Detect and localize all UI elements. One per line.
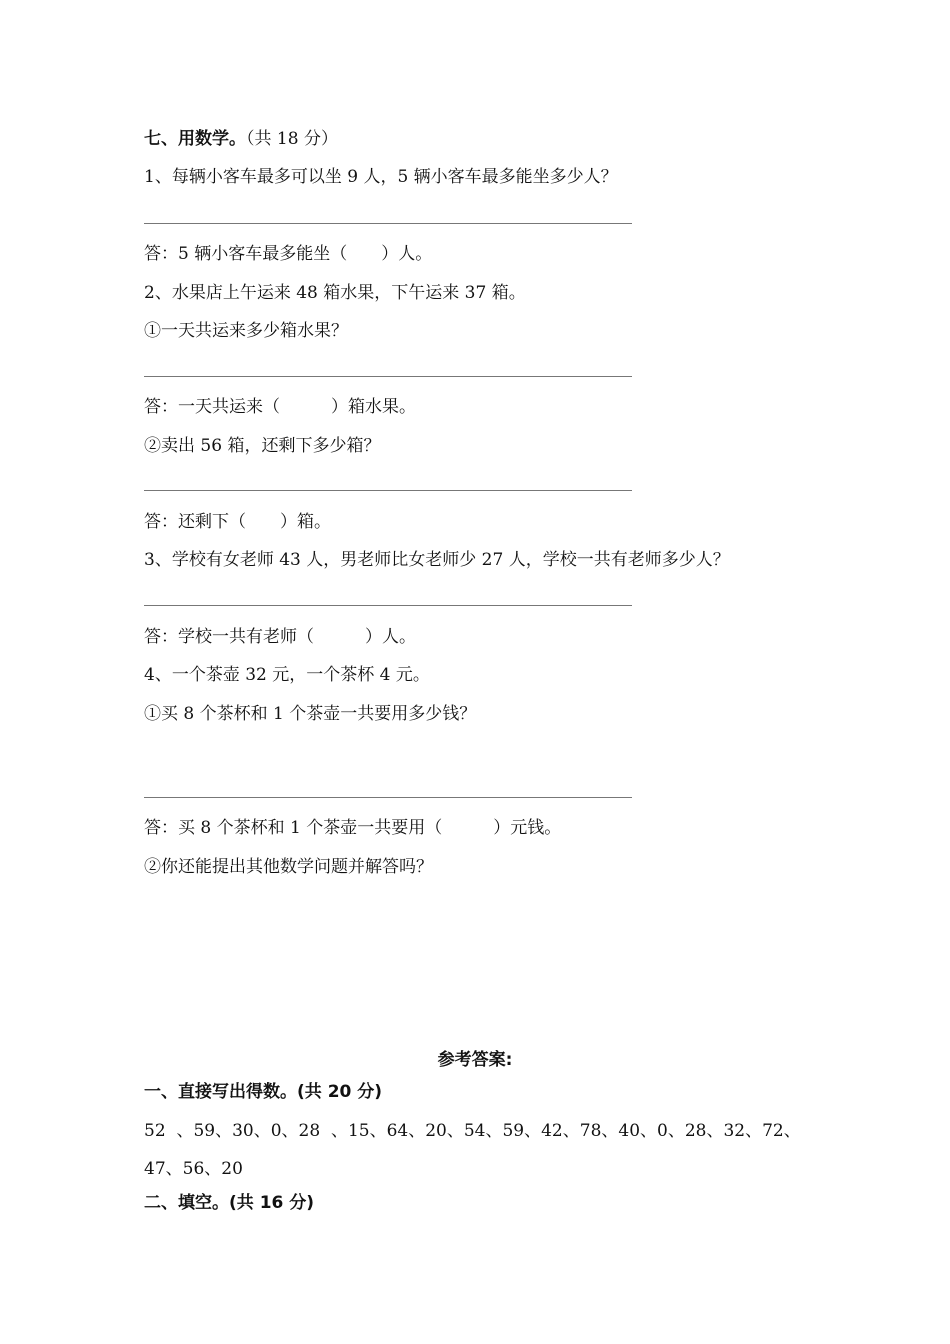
section-7-title-score: （共 18 分） [246,129,338,149]
answer-line-2-1 [144,376,632,377]
answers-section-2-title: 二、填空。(共 16 分) [144,1193,315,1213]
question-4-part-2: ②你还能提出其他数学问题并解答吗？ [144,857,433,877]
answer-4-part-1: 答：买 8 个茶杯和 1 个茶壶一共要用（ ）元钱。 [144,818,562,838]
answer-2-part-1: 答：一天共运来（ ）箱水果。 [144,397,416,417]
answer-1: 答：5 辆小客车最多能坐（ ）人。 [144,244,433,264]
question-2-part-2: ②卖出 56 箱，还剩下多少箱？ [144,436,381,456]
question-1: 1、每辆小客车最多可以坐 9 人，5 辆小客车最多能坐多少人？ [144,167,618,187]
answers-heading: 参考答案: [437,1050,513,1070]
question-2-part-1: ①一天共运来多少箱水果？ [144,321,348,341]
answer-2-part-2: 答：还剩下（ ）箱。 [144,512,331,532]
question-3: 3、学校有女老师 43 人，男老师比女老师少 27 人，学校一共有老师多少人？ [144,550,730,570]
answer-line-1 [144,223,632,224]
answer-3: 答：学校一共有老师（ ）人。 [144,627,416,647]
section-7-title-main: 七、用数学。 [144,129,246,149]
question-4: 4、一个茶壶 32 元，一个茶杯 4 元。 [144,665,430,685]
answer-line-3 [144,605,632,606]
section-7-title [144,127,338,151]
question-4-part-1: ①买 8 个茶杯和 1 个茶壶一共要用多少钱？ [144,704,477,724]
answer-line-2-2 [144,490,632,491]
answers-section-1-title: 一、直接写出得数。(共 20 分) [144,1082,383,1102]
question-2: 2、水果店上午运来 48 箱水果，下午运来 37 箱。 [144,283,526,303]
answers-section-1-line-1: 52 、59、30、0、28 、15、64、20、54、59、42、78、40、0、28、32、72、 [144,1121,801,1141]
answer-line-4-1 [144,797,632,798]
answers-section-1-line-2: 47、56、20 [144,1159,243,1179]
